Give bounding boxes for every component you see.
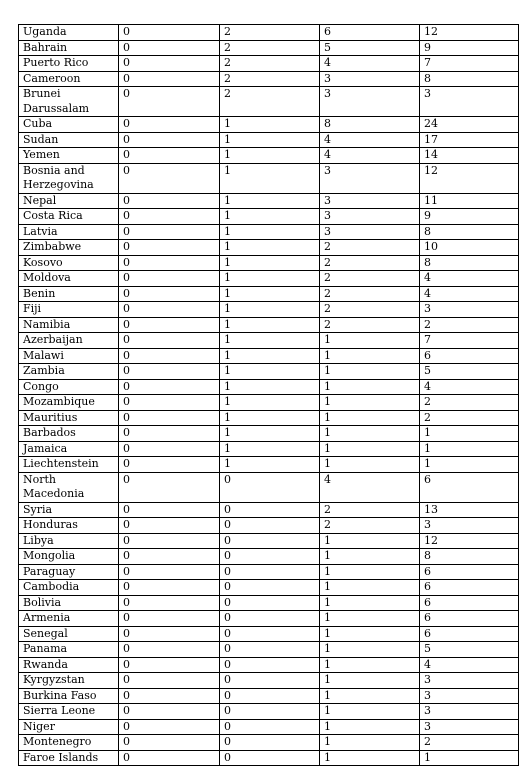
country-cell: Armenia <box>19 611 119 627</box>
table-row <box>19 549 519 565</box>
value-cell: 0 <box>220 518 320 534</box>
country-medal-table <box>18 24 519 766</box>
value-cell: 3 <box>420 302 519 318</box>
value-cell: 8 <box>420 71 519 87</box>
value-cell: 0 <box>119 132 220 148</box>
table-row <box>19 364 519 380</box>
value-cell: 0 <box>119 688 220 704</box>
country-cell: Latvia <box>19 224 119 240</box>
value-cell: 6 <box>420 595 519 611</box>
value-cell: 1 <box>220 441 320 457</box>
country-cell: Cambodia <box>19 580 119 596</box>
value-cell: 0 <box>119 71 220 87</box>
value-cell: 0 <box>119 302 220 318</box>
value-cell: 0 <box>119 657 220 673</box>
table-row <box>19 25 519 41</box>
country-cell: Cameroon <box>19 71 119 87</box>
value-cell: 1 <box>320 626 420 642</box>
value-cell: 4 <box>320 132 420 148</box>
value-cell: 1 <box>320 580 420 596</box>
value-cell: 6 <box>420 564 519 580</box>
value-cell: 0 <box>119 193 220 209</box>
value-cell: 1 <box>320 549 420 565</box>
value-cell: 8 <box>420 224 519 240</box>
value-cell: 12 <box>420 533 519 549</box>
country-cell: Yemen <box>19 148 119 164</box>
value-cell: 1 <box>220 148 320 164</box>
table-row <box>19 688 519 704</box>
value-cell: 10 <box>420 240 519 256</box>
value-cell: 3 <box>320 163 420 193</box>
table-row <box>19 379 519 395</box>
value-cell: 2 <box>320 271 420 287</box>
value-cell: 1 <box>220 302 320 318</box>
value-cell: 7 <box>420 333 519 349</box>
table-row <box>19 410 519 426</box>
value-cell: 0 <box>119 25 220 41</box>
value-cell: 24 <box>420 117 519 133</box>
value-cell: 0 <box>119 87 220 117</box>
value-cell: 0 <box>119 564 220 580</box>
table-row <box>19 302 519 318</box>
value-cell: 0 <box>119 735 220 751</box>
value-cell: 0 <box>119 426 220 442</box>
table-row <box>19 441 519 457</box>
value-cell: 0 <box>119 549 220 565</box>
country-cell: Sudan <box>19 132 119 148</box>
value-cell: 1 <box>220 286 320 302</box>
value-cell: 0 <box>119 502 220 518</box>
value-cell: 14 <box>420 148 519 164</box>
value-cell: 0 <box>119 673 220 689</box>
table-row <box>19 163 519 193</box>
value-cell: 1 <box>320 735 420 751</box>
country-cell: Malawi <box>19 348 119 364</box>
value-cell: 0 <box>220 533 320 549</box>
value-cell: 2 <box>320 255 420 271</box>
country-cell: Puerto Rico <box>19 56 119 72</box>
value-cell: 0 <box>119 271 220 287</box>
value-cell: 0 <box>119 626 220 642</box>
value-cell: 1 <box>220 209 320 225</box>
value-cell: 1 <box>320 719 420 735</box>
value-cell: 1 <box>320 395 420 411</box>
country-cell: Barbados <box>19 426 119 442</box>
value-cell: 4 <box>320 56 420 72</box>
country-cell: Mongolia <box>19 549 119 565</box>
value-cell: 0 <box>220 595 320 611</box>
table-row <box>19 193 519 209</box>
country-cell: Cuba <box>19 117 119 133</box>
country-cell: Burkina Faso <box>19 688 119 704</box>
country-cell: Syria <box>19 502 119 518</box>
country-cell: Kosovo <box>19 255 119 271</box>
value-cell: 9 <box>420 40 519 56</box>
table-row <box>19 255 519 271</box>
country-cell: Namibia <box>19 317 119 333</box>
country-cell: Azerbaijan <box>19 333 119 349</box>
table-row <box>19 533 519 549</box>
value-cell: 3 <box>420 719 519 735</box>
value-cell: 1 <box>220 224 320 240</box>
table-row <box>19 224 519 240</box>
value-cell: 1 <box>320 611 420 627</box>
country-cell: Benin <box>19 286 119 302</box>
table-body <box>19 25 519 766</box>
value-cell: 1 <box>320 642 420 658</box>
table-row <box>19 642 519 658</box>
value-cell: 0 <box>119 224 220 240</box>
value-cell: 1 <box>420 457 519 473</box>
value-cell: 2 <box>320 518 420 534</box>
table-row <box>19 395 519 411</box>
value-cell: 5 <box>420 364 519 380</box>
value-cell: 17 <box>420 132 519 148</box>
value-cell: 0 <box>119 410 220 426</box>
value-cell: 6 <box>420 611 519 627</box>
value-cell: 0 <box>119 163 220 193</box>
country-cell: Jamaica <box>19 441 119 457</box>
value-cell: 1 <box>320 533 420 549</box>
value-cell: 1 <box>220 348 320 364</box>
table-row <box>19 348 519 364</box>
country-cell: Honduras <box>19 518 119 534</box>
value-cell: 1 <box>320 364 420 380</box>
value-cell: 1 <box>320 348 420 364</box>
value-cell: 1 <box>220 163 320 193</box>
value-cell: 11 <box>420 193 519 209</box>
country-cell: Mauritius <box>19 410 119 426</box>
country-cell: Nepal <box>19 193 119 209</box>
value-cell: 0 <box>119 518 220 534</box>
value-cell: 3 <box>420 688 519 704</box>
table-row <box>19 673 519 689</box>
country-cell: Senegal <box>19 626 119 642</box>
value-cell: 0 <box>220 688 320 704</box>
value-cell: 0 <box>119 611 220 627</box>
value-cell: 0 <box>119 286 220 302</box>
value-cell: 1 <box>220 117 320 133</box>
value-cell: 3 <box>320 87 420 117</box>
country-cell: Brunei Darussalam <box>19 87 119 117</box>
value-cell: 1 <box>420 441 519 457</box>
table-row <box>19 564 519 580</box>
country-cell: Mozambique <box>19 395 119 411</box>
value-cell: 1 <box>320 688 420 704</box>
value-cell: 2 <box>420 735 519 751</box>
country-cell: Montenegro <box>19 735 119 751</box>
value-cell: 2 <box>320 286 420 302</box>
value-cell: 0 <box>220 626 320 642</box>
table-row <box>19 611 519 627</box>
value-cell: 0 <box>119 317 220 333</box>
value-cell: 0 <box>220 750 320 766</box>
value-cell: 1 <box>320 564 420 580</box>
value-cell: 1 <box>220 333 320 349</box>
value-cell: 1 <box>320 704 420 720</box>
value-cell: 2 <box>220 71 320 87</box>
value-cell: 1 <box>320 410 420 426</box>
value-cell: 1 <box>320 379 420 395</box>
value-cell: 2 <box>220 56 320 72</box>
value-cell: 8 <box>320 117 420 133</box>
value-cell: 8 <box>420 255 519 271</box>
value-cell: 8 <box>420 549 519 565</box>
value-cell: 0 <box>119 255 220 271</box>
country-cell: Fiji <box>19 302 119 318</box>
value-cell: 9 <box>420 209 519 225</box>
value-cell: 0 <box>119 117 220 133</box>
value-cell: 2 <box>320 240 420 256</box>
value-cell: 0 <box>119 642 220 658</box>
value-cell: 12 <box>420 25 519 41</box>
table-row <box>19 735 519 751</box>
value-cell: 3 <box>420 518 519 534</box>
value-cell: 1 <box>320 673 420 689</box>
table-row <box>19 595 519 611</box>
value-cell: 2 <box>320 302 420 318</box>
table-row <box>19 518 519 534</box>
country-cell: Libya <box>19 533 119 549</box>
value-cell: 0 <box>119 750 220 766</box>
value-cell: 0 <box>119 472 220 502</box>
value-cell: 2 <box>220 25 320 41</box>
table-row <box>19 286 519 302</box>
table-row <box>19 457 519 473</box>
country-cell: Niger <box>19 719 119 735</box>
country-cell: North Macedonia <box>19 472 119 502</box>
table-row <box>19 87 519 117</box>
value-cell: 1 <box>220 271 320 287</box>
value-cell: 0 <box>220 472 320 502</box>
value-cell: 1 <box>220 317 320 333</box>
value-cell: 2 <box>320 502 420 518</box>
value-cell: 4 <box>320 472 420 502</box>
value-cell: 1 <box>320 441 420 457</box>
value-cell: 4 <box>320 148 420 164</box>
value-cell: 2 <box>420 317 519 333</box>
value-cell: 0 <box>119 719 220 735</box>
table-row <box>19 209 519 225</box>
value-cell: 0 <box>119 364 220 380</box>
value-cell: 1 <box>220 395 320 411</box>
value-cell: 0 <box>119 56 220 72</box>
table-row <box>19 40 519 56</box>
table-row <box>19 502 519 518</box>
value-cell: 0 <box>119 457 220 473</box>
value-cell: 6 <box>320 25 420 41</box>
value-cell: 2 <box>420 395 519 411</box>
value-cell: 6 <box>420 626 519 642</box>
value-cell: 0 <box>220 549 320 565</box>
country-cell: Zambia <box>19 364 119 380</box>
table-row <box>19 626 519 642</box>
value-cell: 5 <box>320 40 420 56</box>
table-row <box>19 426 519 442</box>
table-row <box>19 117 519 133</box>
country-cell: Rwanda <box>19 657 119 673</box>
value-cell: 0 <box>119 240 220 256</box>
country-cell: Uganda <box>19 25 119 41</box>
country-cell: Congo <box>19 379 119 395</box>
country-cell: Liechtenstein <box>19 457 119 473</box>
value-cell: 1 <box>220 132 320 148</box>
value-cell: 0 <box>220 719 320 735</box>
value-cell: 1 <box>420 426 519 442</box>
value-cell: 0 <box>119 580 220 596</box>
value-cell: 0 <box>220 564 320 580</box>
country-cell: Faroe Islands <box>19 750 119 766</box>
table-row <box>19 333 519 349</box>
value-cell: 0 <box>220 704 320 720</box>
country-cell: Zimbabwe <box>19 240 119 256</box>
value-cell: 1 <box>320 595 420 611</box>
value-cell: 4 <box>420 379 519 395</box>
value-cell: 3 <box>420 704 519 720</box>
table-row <box>19 148 519 164</box>
value-cell: 1 <box>220 193 320 209</box>
value-cell: 5 <box>420 642 519 658</box>
value-cell: 1 <box>220 410 320 426</box>
table-row <box>19 71 519 87</box>
value-cell: 0 <box>220 580 320 596</box>
value-cell: 2 <box>420 410 519 426</box>
value-cell: 0 <box>220 657 320 673</box>
value-cell: 3 <box>320 209 420 225</box>
value-cell: 3 <box>320 71 420 87</box>
country-cell: Panama <box>19 642 119 658</box>
table-row <box>19 240 519 256</box>
value-cell: 1 <box>220 426 320 442</box>
table-row <box>19 704 519 720</box>
value-cell: 4 <box>420 286 519 302</box>
country-cell: Paraguay <box>19 564 119 580</box>
value-cell: 1 <box>420 750 519 766</box>
country-cell: Bolivia <box>19 595 119 611</box>
value-cell: 12 <box>420 163 519 193</box>
value-cell: 2 <box>320 317 420 333</box>
value-cell: 0 <box>220 735 320 751</box>
value-cell: 0 <box>220 502 320 518</box>
value-cell: 0 <box>220 611 320 627</box>
country-cell: Costa Rica <box>19 209 119 225</box>
value-cell: 0 <box>119 148 220 164</box>
value-cell: 0 <box>119 441 220 457</box>
value-cell: 6 <box>420 580 519 596</box>
value-cell: 1 <box>320 657 420 673</box>
value-cell: 0 <box>119 348 220 364</box>
value-cell: 2 <box>220 40 320 56</box>
value-cell: 6 <box>420 348 519 364</box>
value-cell: 3 <box>320 193 420 209</box>
value-cell: 6 <box>420 472 519 502</box>
table-row <box>19 132 519 148</box>
country-cell: Bosnia and Herzegovina <box>19 163 119 193</box>
value-cell: 1 <box>220 457 320 473</box>
country-cell: Bahrain <box>19 40 119 56</box>
value-cell: 0 <box>119 333 220 349</box>
value-cell: 0 <box>119 533 220 549</box>
country-cell: Sierra Leone <box>19 704 119 720</box>
table-row <box>19 271 519 287</box>
value-cell: 0 <box>220 673 320 689</box>
value-cell: 1 <box>320 426 420 442</box>
value-cell: 4 <box>420 271 519 287</box>
table-row <box>19 317 519 333</box>
value-cell: 0 <box>119 40 220 56</box>
value-cell: 0 <box>119 395 220 411</box>
table-row <box>19 750 519 766</box>
value-cell: 3 <box>320 224 420 240</box>
table-row <box>19 580 519 596</box>
value-cell: 2 <box>220 87 320 117</box>
country-cell: Kyrgyzstan <box>19 673 119 689</box>
table-row <box>19 719 519 735</box>
value-cell: 1 <box>220 240 320 256</box>
country-cell: Moldova <box>19 271 119 287</box>
value-cell: 1 <box>220 379 320 395</box>
value-cell: 3 <box>420 87 519 117</box>
value-cell: 1 <box>320 750 420 766</box>
value-cell: 1 <box>320 333 420 349</box>
value-cell: 1 <box>220 364 320 380</box>
value-cell: 0 <box>119 209 220 225</box>
value-cell: 13 <box>420 502 519 518</box>
table-row <box>19 56 519 72</box>
value-cell: 0 <box>119 379 220 395</box>
value-cell: 0 <box>119 595 220 611</box>
value-cell: 1 <box>320 457 420 473</box>
value-cell: 0 <box>119 704 220 720</box>
value-cell: 7 <box>420 56 519 72</box>
value-cell: 3 <box>420 673 519 689</box>
value-cell: 0 <box>220 642 320 658</box>
table-row <box>19 657 519 673</box>
value-cell: 4 <box>420 657 519 673</box>
table-row <box>19 472 519 502</box>
value-cell: 1 <box>220 255 320 271</box>
